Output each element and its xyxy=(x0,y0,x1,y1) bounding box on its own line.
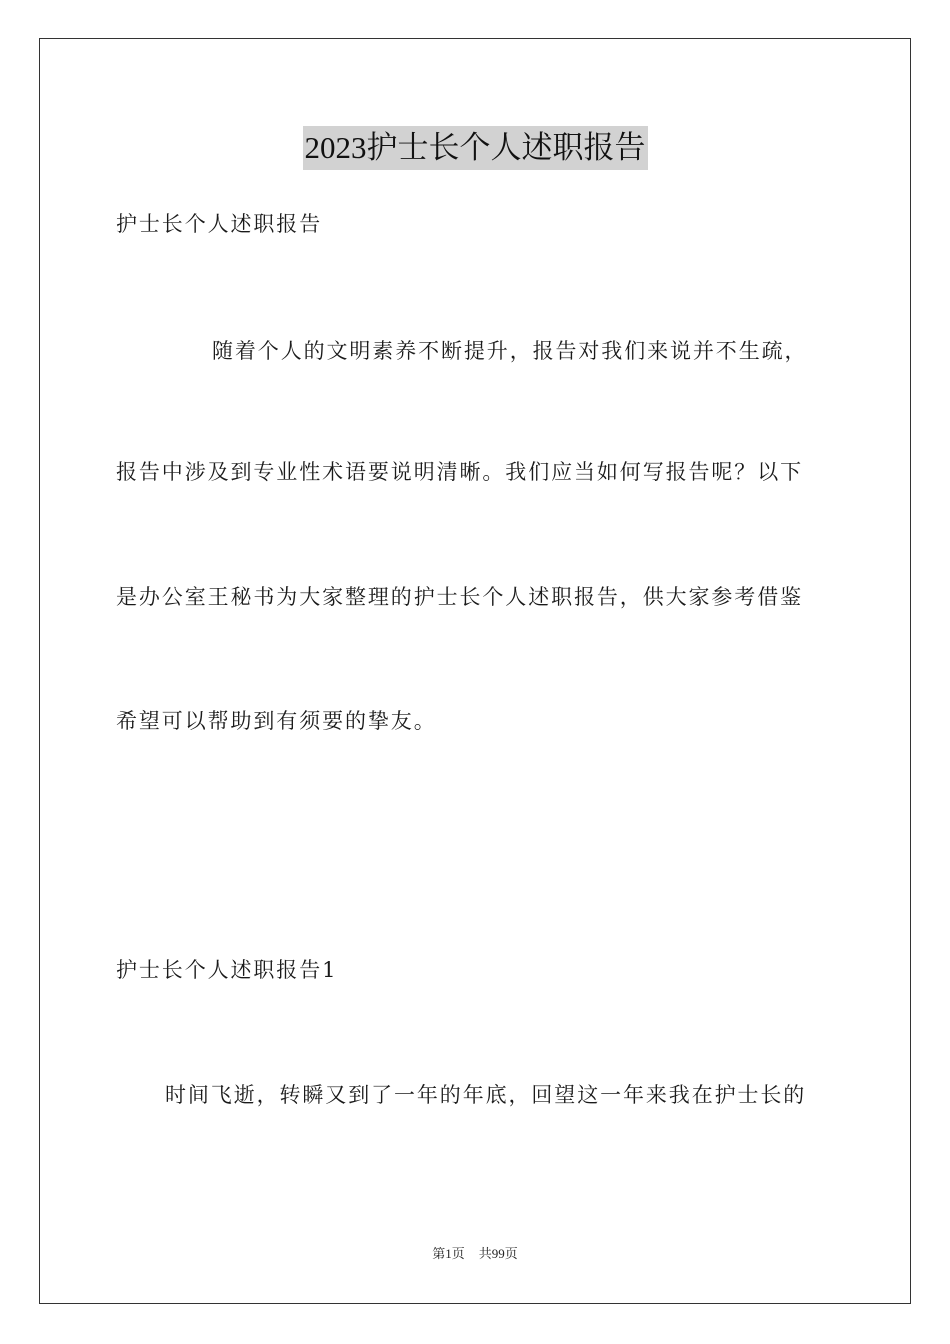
document-title: 2023护士长个人述职报告 xyxy=(303,126,648,170)
section-heading: 护士长个人述职报告1 xyxy=(116,958,338,982)
intro-line-2: 报告中涉及到专业性术语要说明清晰。我们应当如何写报告呢？以下 xyxy=(116,460,803,484)
page-total: 共99页 xyxy=(478,1246,518,1261)
title-container xyxy=(0,126,950,170)
section-paragraph-line: 时间飞逝，转瞬又到了一年的年底，回望这一年来我在护士长的 xyxy=(165,1083,807,1107)
intro-line-3: 是办公室王秘书为大家整理的护士长个人述职报告，供大家参考借鉴 xyxy=(116,585,803,609)
document-subtitle: 护士长个人述职报告 xyxy=(116,212,323,236)
intro-line-1: 随着个人的文明素养不断提升，报告对我们来说并不生疏， xyxy=(212,339,808,363)
intro-line-4: 希望可以帮助到有须要的挚友。 xyxy=(116,709,437,733)
page-number: 第1页 xyxy=(432,1246,465,1261)
page-footer xyxy=(0,1245,950,1263)
